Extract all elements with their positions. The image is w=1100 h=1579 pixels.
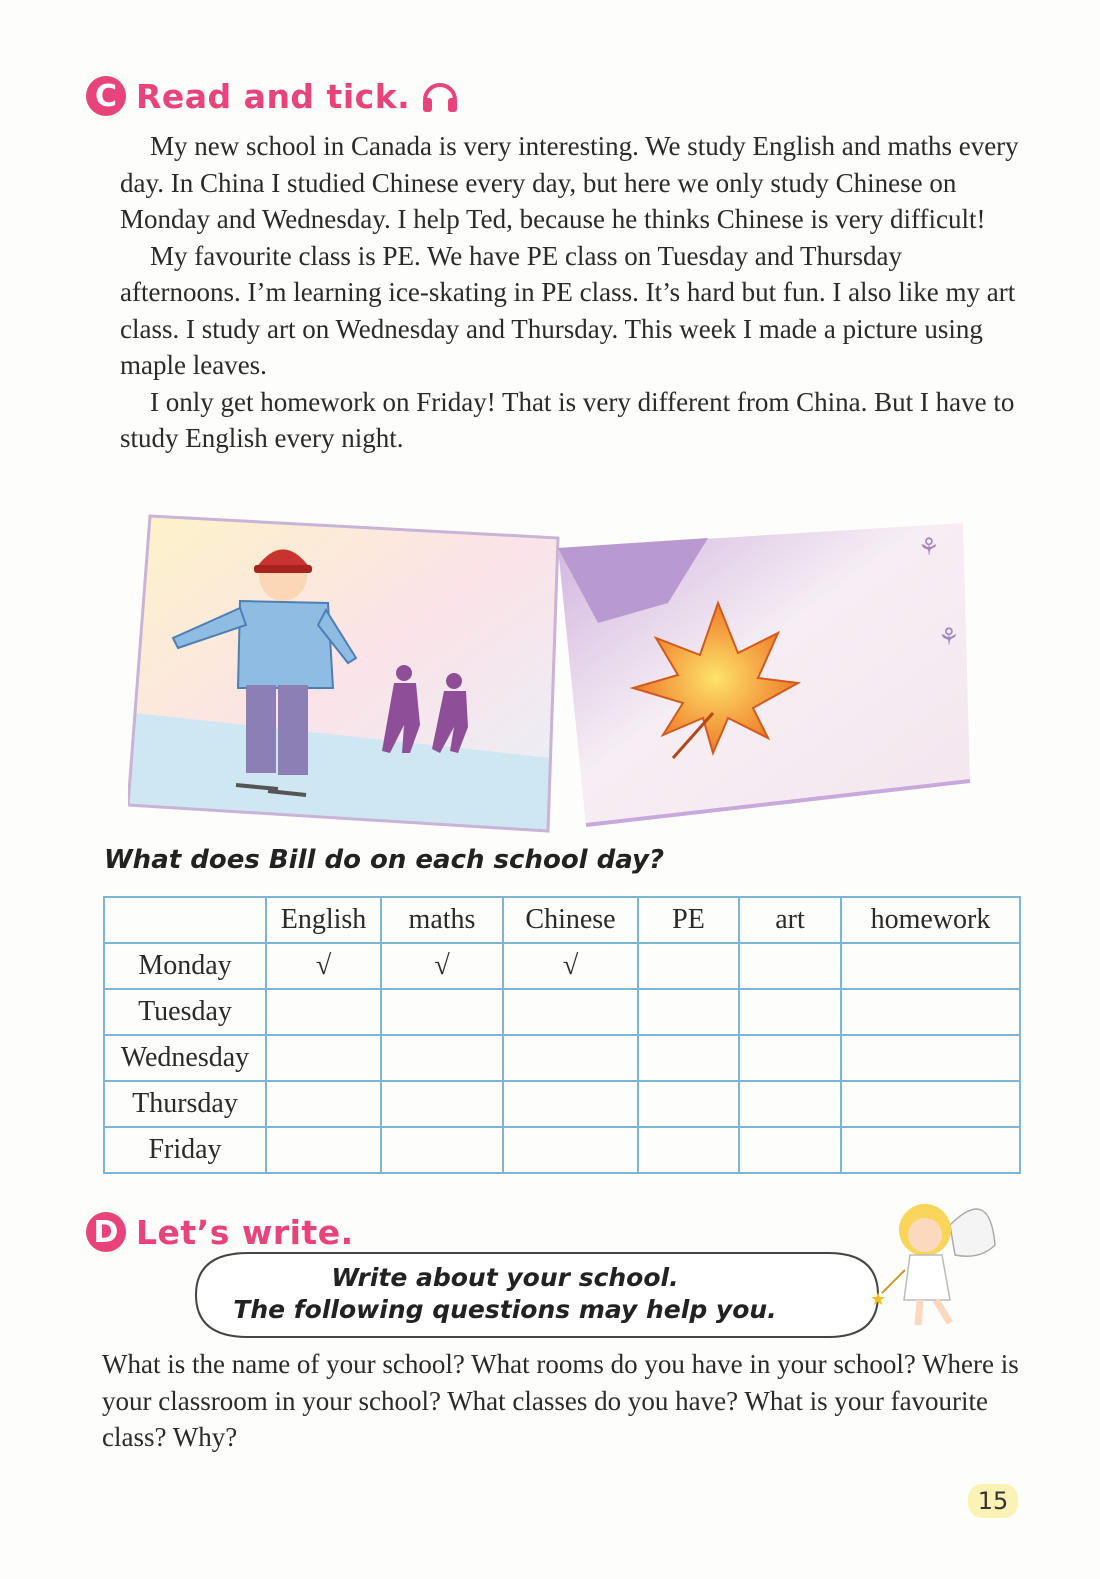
tick-cell[interactable]: [503, 1127, 638, 1173]
header-maths: maths: [381, 897, 503, 943]
tick-cell[interactable]: [266, 1081, 381, 1127]
tick-cell[interactable]: [739, 1081, 841, 1127]
illustration-panel: [128, 513, 978, 838]
tick-cell[interactable]: [503, 1035, 638, 1081]
skating-boy-illustration: [128, 516, 558, 831]
day-label: Wednesday: [104, 1035, 266, 1081]
tick-cell[interactable]: [381, 989, 503, 1035]
section-c-heading: [86, 76, 460, 116]
svg-text:⚘: ⚘: [918, 533, 940, 561]
tick-cell[interactable]: [638, 1035, 739, 1081]
tick-cell[interactable]: [841, 943, 1020, 989]
tick-cell[interactable]: [841, 1035, 1020, 1081]
header-pe: PE: [638, 897, 739, 943]
paragraph-3: I only get homework on Friday! That is very different from China. But I have to study English every night.: [120, 386, 1015, 453]
table-row: [104, 943, 1020, 989]
tick-cell[interactable]: [638, 1127, 739, 1173]
tick-cell[interactable]: [739, 989, 841, 1035]
tick-cell[interactable]: √: [381, 943, 503, 989]
bubble-line-2: The following questions may help you.: [233, 1295, 777, 1324]
table-question: What does Bill do on each school day?: [104, 845, 665, 875]
day-label: Tuesday: [104, 989, 266, 1035]
header-chinese: Chinese: [503, 897, 638, 943]
paragraph-1: My new school in Canada is very interesting. We study English and maths every day. In China I studied Chinese every day, but here we only study Chinese on Monday and Wednesday. I help Ted, because he thinks Chinese is very difficult!: [120, 131, 1019, 234]
maple-leaf-illustration: [558, 523, 970, 825]
tick-cell[interactable]: [381, 1127, 503, 1173]
tick-cell[interactable]: [381, 1081, 503, 1127]
paragraph-2: My favourite class is PE. We have PE class on Tuesday and Thursday afternoons. I’m learning ice-skating in PE class. It’s hard but fun. I also like my art class. I study art on Wednesday and Thursday. This week I made a picture using maple leaves.: [120, 240, 1016, 380]
tick-cell[interactable]: [503, 989, 638, 1035]
svg-text:★: ★: [870, 1289, 887, 1310]
header-art: art: [739, 897, 841, 943]
header-corner: [104, 897, 266, 943]
tick-cell[interactable]: √: [503, 943, 638, 989]
tick-cell[interactable]: [841, 1127, 1020, 1173]
table-row: [104, 1127, 1020, 1173]
table-row: [104, 989, 1020, 1035]
tick-cell[interactable]: [739, 943, 841, 989]
section-c-title: Read and tick.: [136, 76, 411, 116]
reading-passage: [120, 128, 1020, 457]
timetable: [103, 896, 1021, 1174]
tick-cell[interactable]: [739, 1035, 841, 1081]
table-header-row: [104, 897, 1020, 943]
angel-illustration: [870, 1185, 1000, 1335]
tick-cell[interactable]: [841, 1081, 1020, 1127]
tick-cell[interactable]: [638, 1081, 739, 1127]
header-homework: homework: [841, 897, 1020, 943]
page-number: 15: [968, 1484, 1018, 1518]
tick-cell[interactable]: [638, 943, 739, 989]
tick-cell[interactable]: [266, 989, 381, 1035]
tick-cell[interactable]: √: [266, 943, 381, 989]
tick-cell[interactable]: [266, 1127, 381, 1173]
section-c-badge: C: [86, 76, 126, 116]
day-label: Thursday: [104, 1081, 266, 1127]
tick-cell[interactable]: [638, 989, 739, 1035]
svg-text:⚘: ⚘: [938, 623, 960, 651]
bubble-text: [200, 1262, 810, 1326]
headphones-icon[interactable]: [420, 78, 460, 114]
table-row: [104, 1081, 1020, 1127]
header-english: English: [266, 897, 381, 943]
table-row: [104, 1035, 1020, 1081]
tick-cell[interactable]: [739, 1127, 841, 1173]
section-d-badge: D: [86, 1212, 126, 1252]
writing-prompt: What is the name of your school? What rooms do you have in your school? Where is your classroom in your school? What classes do you have? What is your favourite class? Why?: [102, 1349, 1019, 1452]
tick-cell[interactable]: [266, 1035, 381, 1081]
bubble-line-1: Write about your school.: [331, 1263, 679, 1292]
tick-cell[interactable]: [381, 1035, 503, 1081]
section-d-title: Let’s write.: [136, 1212, 354, 1252]
tick-cell[interactable]: [503, 1081, 638, 1127]
day-label: Monday: [104, 943, 266, 989]
tick-cell[interactable]: [841, 989, 1020, 1035]
day-label: Friday: [104, 1127, 266, 1173]
